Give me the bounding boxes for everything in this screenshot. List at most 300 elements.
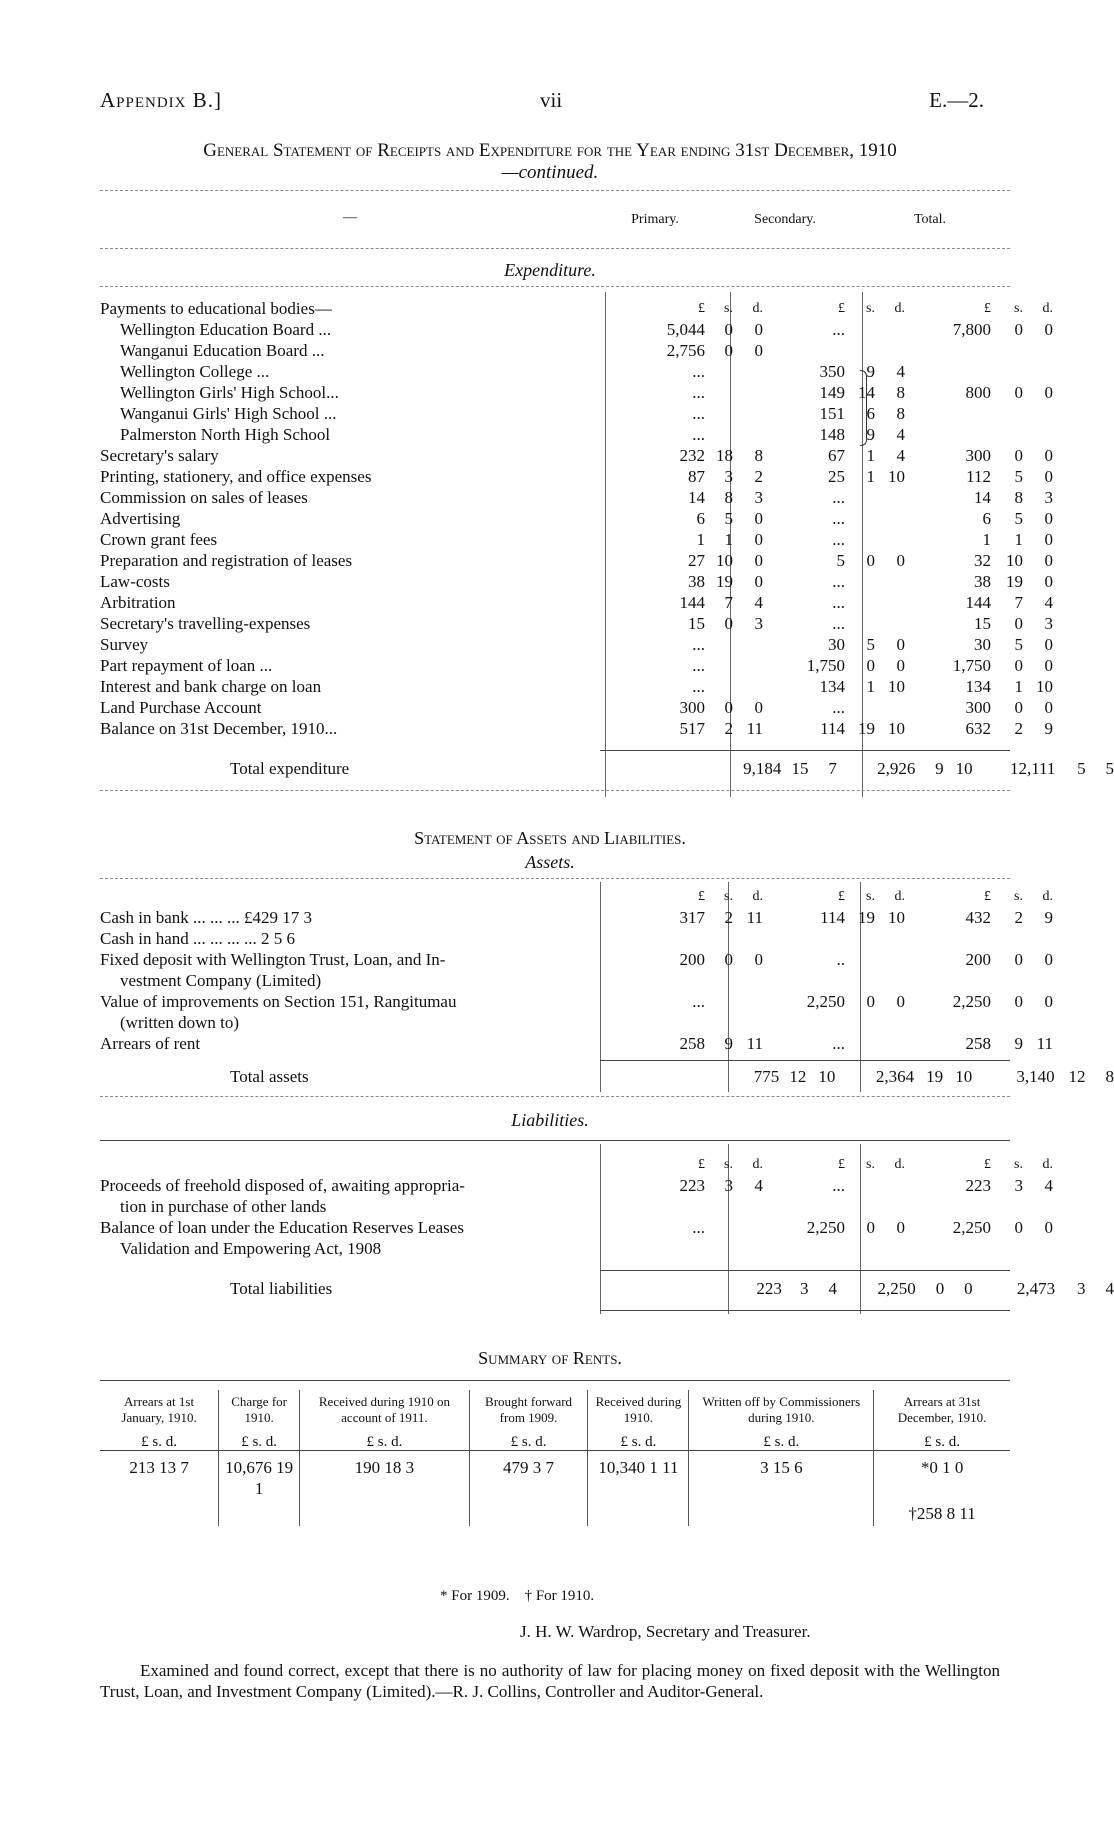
total-shillings: 5 bbox=[1077, 759, 1086, 778]
total-pounds bbox=[917, 1012, 991, 1033]
spacer bbox=[763, 298, 775, 319]
total-pounds bbox=[917, 403, 991, 424]
table-row bbox=[100, 1033, 1053, 1054]
row-label: Validation and Empowering Act, 1908 bbox=[120, 1239, 382, 1258]
secondary-shillings: 9 bbox=[935, 759, 944, 778]
total-pence: 3 bbox=[1044, 488, 1053, 507]
spacer bbox=[905, 718, 917, 739]
table-row bbox=[100, 886, 1053, 907]
total-shillings: 0 bbox=[1014, 383, 1023, 402]
secondary-pence bbox=[875, 949, 905, 970]
secondary-pounds: 30 bbox=[828, 635, 845, 654]
total-rule bbox=[600, 1060, 1010, 1061]
total-pounds: 3,140 bbox=[1016, 1067, 1055, 1086]
primary-pounds: ... bbox=[692, 635, 705, 654]
primary-pence bbox=[733, 1196, 763, 1217]
primary-pounds: 5,044 bbox=[666, 320, 705, 339]
total-shillings: 10 bbox=[1006, 551, 1023, 570]
total-pence bbox=[1023, 403, 1053, 424]
spacer bbox=[763, 697, 775, 718]
total-shillings: s. bbox=[1014, 889, 1023, 904]
total-shillings bbox=[991, 1012, 1023, 1033]
rule bbox=[100, 1096, 1010, 1097]
col-header-dash: — bbox=[343, 210, 357, 225]
primary-pounds: 87 bbox=[688, 467, 705, 486]
total-pounds: 200 bbox=[965, 950, 991, 969]
primary-pence: 0 bbox=[754, 530, 763, 549]
primary-pence: 0 bbox=[754, 698, 763, 717]
rule bbox=[100, 286, 1010, 287]
secondary-shillings bbox=[845, 1012, 875, 1033]
primary-pence: 4 bbox=[754, 593, 763, 612]
spacer bbox=[763, 487, 775, 508]
secondary-pounds: 25 bbox=[828, 467, 845, 486]
spacer bbox=[905, 529, 917, 550]
secondary-shillings bbox=[845, 949, 875, 970]
secondary-pounds: 2,926 bbox=[877, 759, 916, 778]
row-label: Total assets bbox=[230, 1067, 309, 1086]
secondary-pounds: 134 bbox=[819, 677, 845, 696]
secondary-pounds: 67 bbox=[828, 446, 845, 465]
row-label: Land Purchase Account bbox=[100, 698, 262, 717]
secondary-pence bbox=[875, 319, 905, 340]
total-shillings: 5 bbox=[1014, 467, 1023, 486]
row-label: Printing, stationery, and office expenses bbox=[100, 467, 372, 486]
rents-units: £ s. d. bbox=[469, 1430, 588, 1455]
primary-shillings: 5 bbox=[724, 509, 733, 528]
primary-pounds: ... bbox=[692, 992, 705, 1011]
spacer bbox=[905, 970, 917, 991]
rents-value: 10,676 19 1 bbox=[219, 1455, 300, 1501]
primary-pounds: 200 bbox=[679, 950, 705, 969]
spacer bbox=[905, 571, 917, 592]
row-label: Wellington Education Board ... bbox=[120, 320, 332, 339]
total-pounds: 6 bbox=[982, 509, 991, 528]
primary-pounds: £ bbox=[698, 889, 705, 904]
total-pence: 11 bbox=[1036, 1034, 1053, 1053]
primary-pounds: 223 bbox=[756, 1279, 782, 1298]
rents-title: Summary of Rents. bbox=[478, 1348, 622, 1368]
total-pence bbox=[1023, 424, 1053, 445]
total-pounds bbox=[917, 928, 991, 949]
total-pounds bbox=[917, 1196, 991, 1217]
primary-shillings: s. bbox=[724, 1157, 733, 1172]
total-pence: d. bbox=[1042, 301, 1053, 316]
primary-shillings: 2 bbox=[724, 719, 733, 738]
secondary-pence: 0 bbox=[896, 992, 905, 1011]
primary-shillings: 3 bbox=[724, 467, 733, 486]
primary-shillings: 0 bbox=[724, 341, 733, 360]
total-pence: 0 bbox=[1044, 635, 1053, 654]
total-shillings bbox=[991, 361, 1023, 382]
assets-total bbox=[100, 1066, 1114, 1087]
primary-pence bbox=[733, 634, 763, 655]
total-pence: 0 bbox=[1044, 551, 1053, 570]
table-row bbox=[100, 445, 1053, 466]
spacer bbox=[763, 928, 775, 949]
rents-units: £ s. d. bbox=[588, 1430, 689, 1455]
total-shillings: 2 bbox=[1014, 908, 1023, 927]
rents-units: £ s. d. bbox=[874, 1430, 1010, 1455]
total-pence: d. bbox=[1042, 889, 1053, 904]
table-row bbox=[100, 403, 1053, 424]
row-label: tion in purchase of other lands bbox=[120, 1197, 327, 1216]
table-row bbox=[100, 1175, 1053, 1196]
total-shillings: 3 bbox=[1014, 1176, 1023, 1195]
total-pounds: 112 bbox=[966, 467, 991, 486]
secondary-pence bbox=[875, 340, 905, 361]
primary-shillings: 0 bbox=[724, 614, 733, 633]
primary-shillings bbox=[705, 970, 733, 991]
primary-shillings: 3 bbox=[800, 1279, 809, 1298]
primary-pounds: 9,184 bbox=[743, 759, 782, 778]
total-shillings: 9 bbox=[1014, 1034, 1023, 1053]
row-label: Value of improvements on Section 151, Rangitumau bbox=[100, 992, 457, 1011]
rents-extra-value bbox=[300, 1501, 470, 1526]
secondary-pounds: £ bbox=[838, 1157, 845, 1172]
spacer bbox=[837, 758, 848, 779]
primary-shillings: 12 bbox=[789, 1067, 807, 1086]
spacer bbox=[905, 403, 917, 424]
secondary-shillings: 1 bbox=[866, 446, 875, 465]
primary-shillings bbox=[705, 1217, 733, 1238]
table-row bbox=[100, 319, 1053, 340]
total-pence: 0 bbox=[1044, 320, 1053, 339]
secondary-shillings bbox=[845, 1238, 875, 1259]
secondary-pounds: .. bbox=[836, 950, 845, 969]
primary-shillings: s. bbox=[724, 889, 733, 904]
table-row bbox=[100, 676, 1053, 697]
primary-pounds: 232 bbox=[679, 446, 705, 465]
rents-value: 213 13 7 bbox=[129, 1458, 189, 1477]
statement-title bbox=[95, 140, 1005, 184]
rents-column-header: Brought forward from 1909. bbox=[469, 1390, 588, 1430]
secondary-shillings: 9 bbox=[866, 425, 875, 444]
spacer bbox=[905, 361, 917, 382]
total-pence: 0 bbox=[1044, 1218, 1053, 1237]
total-shillings bbox=[991, 403, 1023, 424]
primary-shillings bbox=[705, 676, 733, 697]
row-label: Total liabilities bbox=[230, 1279, 333, 1298]
spacer bbox=[763, 676, 775, 697]
secondary-shillings: 0 bbox=[866, 992, 875, 1011]
rents-extra-value bbox=[100, 1501, 219, 1526]
row-label: Proceeds of freehold disposed of, awaiting appropria- bbox=[100, 1176, 465, 1195]
total-pence bbox=[1023, 1012, 1053, 1033]
primary-shillings: 15 bbox=[791, 759, 809, 778]
secondary-pounds: 1,750 bbox=[806, 656, 845, 675]
table-row bbox=[100, 718, 1053, 739]
total-shillings bbox=[991, 970, 1023, 991]
primary-pounds: ... bbox=[692, 425, 705, 444]
secondary-shillings bbox=[845, 592, 875, 613]
rule bbox=[100, 790, 1010, 791]
total-shillings: 1 bbox=[1014, 530, 1023, 549]
primary-pence: 0 bbox=[754, 572, 763, 591]
spacer bbox=[905, 886, 917, 907]
secondary-shillings bbox=[845, 571, 875, 592]
spacer bbox=[905, 592, 917, 613]
total-pounds: 223 bbox=[965, 1176, 991, 1195]
secondary-shillings bbox=[845, 340, 875, 361]
primary-pounds: £ bbox=[698, 301, 705, 316]
secondary-shillings: 0 bbox=[866, 656, 875, 675]
primary-pence bbox=[733, 676, 763, 697]
primary-shillings: 2 bbox=[724, 908, 733, 927]
total-pounds: 32 bbox=[974, 551, 991, 570]
spacer bbox=[763, 445, 775, 466]
total-pounds: 2,250 bbox=[952, 992, 991, 1011]
table-row bbox=[100, 949, 1053, 970]
total-pence: 0 bbox=[1044, 950, 1053, 969]
primary-shillings bbox=[705, 655, 733, 676]
total-pence: 0 bbox=[1044, 509, 1053, 528]
table-row bbox=[100, 466, 1053, 487]
total-shillings: s. bbox=[1014, 301, 1023, 316]
row-label: Balance of loan under the Education Reserves Leases bbox=[100, 1218, 464, 1237]
row-label: Payments to educational bodies— bbox=[100, 299, 332, 318]
total-pence: 0 bbox=[1044, 992, 1053, 1011]
total-pounds bbox=[917, 361, 991, 382]
secondary-pounds: ... bbox=[832, 320, 845, 339]
primary-shillings: 10 bbox=[716, 551, 733, 570]
spacer bbox=[763, 424, 775, 445]
spacer bbox=[905, 1175, 917, 1196]
table-row bbox=[100, 907, 1053, 928]
secondary-pence: 0 bbox=[896, 656, 905, 675]
spacer bbox=[763, 634, 775, 655]
total-pence: 10 bbox=[1036, 677, 1053, 696]
table-row bbox=[100, 592, 1053, 613]
table-row bbox=[100, 487, 1053, 508]
secondary-pounds: 149 bbox=[819, 383, 845, 402]
rents-value: 10,340 1 11 bbox=[588, 1455, 689, 1501]
row-label: Palmerston North High School bbox=[120, 425, 331, 444]
secondary-pence: 4 bbox=[896, 425, 905, 444]
primary-shillings: 0 bbox=[724, 950, 733, 969]
total-shillings: 0 bbox=[1014, 320, 1023, 339]
spacer bbox=[905, 298, 917, 319]
spacer bbox=[905, 949, 917, 970]
total-pence bbox=[1023, 361, 1053, 382]
spacer bbox=[763, 592, 775, 613]
total-pence: 4 bbox=[1044, 1176, 1053, 1195]
primary-pence bbox=[733, 403, 763, 424]
table-row bbox=[100, 1196, 1053, 1217]
secondary-pounds: 2,250 bbox=[806, 1218, 845, 1237]
spacer bbox=[763, 529, 775, 550]
secondary-pence bbox=[875, 928, 905, 949]
spacer bbox=[905, 907, 917, 928]
total-shillings bbox=[991, 1238, 1023, 1259]
secondary-shillings: 14 bbox=[858, 383, 875, 402]
total-rule bbox=[600, 1270, 1010, 1271]
row-label: Arbitration bbox=[100, 593, 176, 612]
spacer bbox=[905, 1196, 917, 1217]
primary-pounds: ... bbox=[692, 656, 705, 675]
expenditure-total bbox=[100, 758, 1114, 779]
primary-pence: 3 bbox=[754, 488, 763, 507]
secondary-shillings: 5 bbox=[866, 635, 875, 654]
secondary-pounds: ... bbox=[832, 509, 845, 528]
primary-shillings: 19 bbox=[716, 572, 733, 591]
total-pence: 9 bbox=[1044, 908, 1053, 927]
col-header-primary: Primary. bbox=[631, 212, 679, 227]
total-shillings bbox=[991, 340, 1023, 361]
secondary-shillings bbox=[845, 613, 875, 634]
spacer bbox=[763, 907, 775, 928]
page-number: vii bbox=[540, 88, 563, 112]
rule bbox=[100, 190, 1010, 191]
primary-pence: 11 bbox=[746, 908, 763, 927]
primary-pounds: 775 bbox=[753, 1067, 780, 1086]
secondary-pence bbox=[875, 571, 905, 592]
primary-pence: 0 bbox=[754, 341, 763, 360]
primary-shillings: 0 bbox=[724, 698, 733, 717]
primary-pence: 3 bbox=[754, 614, 763, 633]
spacer bbox=[763, 1012, 775, 1033]
primary-shillings bbox=[705, 403, 733, 424]
total-pounds: 1,750 bbox=[952, 656, 991, 675]
secondary-pence: 4 bbox=[896, 446, 905, 465]
table-row bbox=[100, 634, 1053, 655]
table-row bbox=[100, 655, 1053, 676]
secondary-pence bbox=[875, 1033, 905, 1054]
primary-pounds bbox=[625, 1196, 705, 1217]
secondary-pounds: ... bbox=[832, 1034, 845, 1053]
primary-shillings: 8 bbox=[724, 488, 733, 507]
primary-pence: 11 bbox=[746, 719, 763, 738]
spacer bbox=[763, 1154, 775, 1175]
total-shillings: 19 bbox=[1006, 572, 1023, 591]
secondary-pence bbox=[875, 508, 905, 529]
total-shillings: 0 bbox=[1014, 656, 1023, 675]
spacer bbox=[763, 1238, 775, 1259]
primary-pounds: 223 bbox=[679, 1176, 705, 1195]
row-label bbox=[100, 1154, 625, 1175]
total-shillings: 5 bbox=[1014, 635, 1023, 654]
total-pence: 3 bbox=[1044, 614, 1053, 633]
secondary-shillings: 6 bbox=[866, 404, 875, 423]
secondary-pence bbox=[875, 970, 905, 991]
rents-column-header: Received during 1910. bbox=[588, 1390, 689, 1430]
rents-extra-value bbox=[689, 1501, 874, 1526]
spacer bbox=[837, 1278, 848, 1299]
primary-shillings: s. bbox=[724, 301, 733, 316]
spacer bbox=[905, 1238, 917, 1259]
table-row bbox=[100, 298, 1053, 319]
secondary-shillings: s. bbox=[866, 301, 875, 316]
secondary-pounds bbox=[775, 340, 845, 361]
row-label: Part repayment of loan ... bbox=[100, 656, 273, 675]
total-pence bbox=[1023, 1196, 1053, 1217]
spacer bbox=[763, 508, 775, 529]
total-shillings bbox=[991, 424, 1023, 445]
secondary-shillings bbox=[845, 487, 875, 508]
spacer bbox=[905, 340, 917, 361]
total-pence: 0 bbox=[1044, 698, 1053, 717]
rents-units: £ s. d. bbox=[219, 1430, 300, 1455]
primary-pounds: 300 bbox=[679, 698, 705, 717]
total-pounds: 12,111 bbox=[1009, 759, 1056, 778]
total-pence bbox=[1023, 340, 1053, 361]
spacer bbox=[763, 1033, 775, 1054]
rule bbox=[100, 878, 1010, 879]
secondary-pence: 8 bbox=[896, 383, 905, 402]
col-header-secondary: Secondary. bbox=[754, 212, 816, 227]
spacer bbox=[763, 886, 775, 907]
spacer bbox=[972, 1066, 983, 1087]
row-label bbox=[100, 886, 625, 907]
spacer bbox=[763, 655, 775, 676]
total-pounds: 134 bbox=[965, 677, 991, 696]
total-shillings: 0 bbox=[1014, 446, 1023, 465]
primary-shillings bbox=[705, 361, 733, 382]
total-rule bbox=[600, 750, 1010, 751]
total-pounds: 144 bbox=[965, 593, 991, 612]
primary-shillings: 1 bbox=[724, 530, 733, 549]
total-pence: 5 bbox=[1105, 759, 1114, 778]
total-shillings bbox=[991, 1196, 1023, 1217]
total-shillings: 0 bbox=[1014, 950, 1023, 969]
secondary-pounds: 5 bbox=[836, 551, 845, 570]
row-label: Wanganui Education Board ... bbox=[120, 341, 325, 360]
secondary-pence bbox=[875, 697, 905, 718]
rents-extra-value bbox=[219, 1501, 300, 1526]
spacer bbox=[905, 991, 917, 1012]
secondary-pence bbox=[875, 613, 905, 634]
primary-pounds: 27 bbox=[688, 551, 705, 570]
secondary-pence: 8 bbox=[896, 404, 905, 423]
primary-pounds: 14 bbox=[688, 488, 705, 507]
primary-pounds: ... bbox=[692, 1218, 705, 1237]
row-label: Fixed deposit with Wellington Trust, Loan, and In- bbox=[100, 950, 446, 969]
signature: J. H. W. Wardrop, Secretary and Treasurer. bbox=[520, 1622, 811, 1641]
total-pounds bbox=[917, 1238, 991, 1259]
liabilities-heading: Liabilities. bbox=[511, 1110, 589, 1130]
spacer bbox=[763, 1196, 775, 1217]
primary-pence bbox=[733, 655, 763, 676]
primary-pence: d. bbox=[752, 1157, 763, 1172]
primary-shillings: 0 bbox=[724, 320, 733, 339]
statement-title-cont: —continued. bbox=[501, 162, 599, 183]
secondary-shillings: 1 bbox=[866, 677, 875, 696]
secondary-pence: 10 bbox=[955, 759, 973, 778]
total-pounds: £ bbox=[984, 301, 991, 316]
secondary-pounds bbox=[775, 1012, 845, 1033]
rents-value: 479 3 7 bbox=[469, 1455, 588, 1501]
total-shillings: 8 bbox=[1014, 488, 1023, 507]
spacer bbox=[905, 697, 917, 718]
auditor-note: Examined and found correct, except that there is no authority of law for placing money on fixed deposit with the Wellington Trust, Loan, and Investment Company (Limited).—R. J. Collins, Controller and Auditor-General. bbox=[100, 1661, 1000, 1701]
primary-pounds bbox=[625, 928, 705, 949]
row-label: vestment Company (Limited) bbox=[120, 971, 322, 990]
total-pence bbox=[1023, 928, 1053, 949]
secondary-shillings bbox=[845, 697, 875, 718]
rents-column-header: Charge for 1910. bbox=[219, 1390, 300, 1430]
primary-pence bbox=[733, 382, 763, 403]
primary-pounds: 38 bbox=[688, 572, 705, 591]
row-label: Interest and bank charge on loan bbox=[100, 677, 322, 696]
spacer bbox=[905, 508, 917, 529]
total-shillings: 5 bbox=[1014, 509, 1023, 528]
primary-pounds: ... bbox=[692, 383, 705, 402]
table-row bbox=[100, 529, 1053, 550]
secondary-shillings: 0 bbox=[935, 1279, 945, 1298]
rents-footnote: * For 1909. † For 1910. bbox=[440, 1588, 595, 1604]
secondary-pence bbox=[875, 1012, 905, 1033]
secondary-pence: 10 bbox=[888, 467, 905, 486]
